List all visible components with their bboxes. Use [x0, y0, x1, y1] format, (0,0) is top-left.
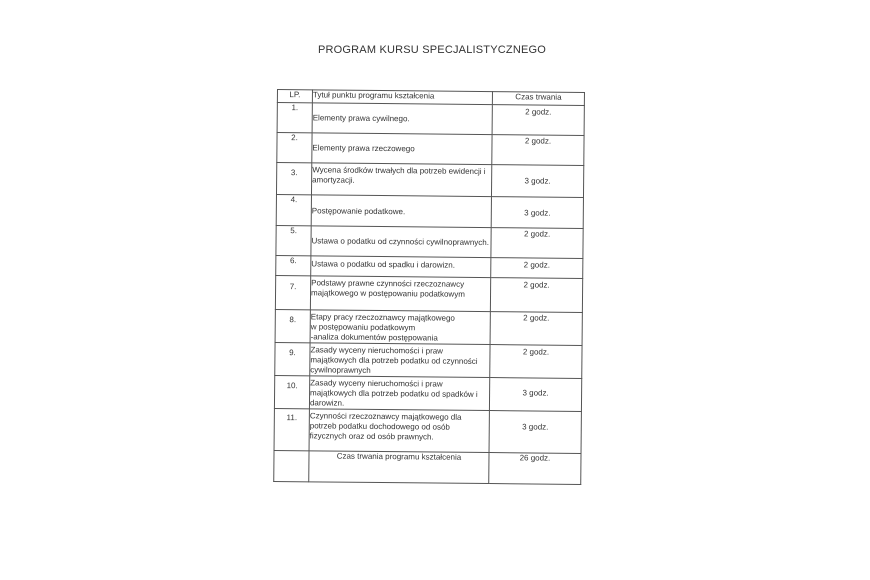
row-lp: 1. — [277, 103, 312, 133]
row-title: Podstawy prawne czynności rzeczoznawcy majątkowego w postępowaniu podatkowym — [310, 276, 490, 312]
total-label: Czas trwania programu kształcenia — [309, 451, 489, 484]
row-title: Czynności rzeczoznawcy majątkowego dla potrzeb podatku dochodowego od osób fizycznych oraz od osób prawnych. — [309, 409, 489, 453]
row-title: Zasady wyceny nieruchomości i praw majątkowych dla potrzeb podatku od spadków i darowizn. — [309, 376, 489, 411]
row-duration: 2 godz. — [490, 278, 582, 313]
table-row — [276, 225, 583, 258]
row-lp: 6. — [276, 255, 311, 275]
document-title-text: PROGRAM KURSU SPECJALISTYCZNEGO — [317, 44, 547, 56]
row-lp: 10. — [274, 375, 309, 408]
row-lp: 8. — [275, 309, 310, 342]
table-row — [276, 194, 583, 228]
row-lp: 11. — [274, 408, 309, 450]
row-title: Elementy prawa cywilnego. — [312, 103, 492, 135]
table-row — [275, 275, 582, 312]
row-duration: 2 godz. — [492, 105, 584, 136]
total-value: 26 godz. — [489, 453, 581, 485]
row-lp: 2. — [277, 133, 312, 163]
table-row — [274, 408, 581, 453]
table-row — [277, 103, 584, 136]
total-empty-cell — [274, 450, 309, 481]
table-total-row — [274, 450, 581, 484]
row-duration: 2 godz. — [491, 228, 583, 259]
table-row — [277, 133, 584, 166]
table-row — [275, 309, 582, 345]
row-title: Zasady wyceny nieruchomości i praw majątkowych dla potrzeb podatku od czynności cywilnoprawnych — [310, 343, 490, 378]
row-duration: 3 godz. — [491, 165, 583, 198]
row-duration: 2 godz. — [490, 345, 582, 379]
row-title: Ustawa o podatku od spadku i darowizn. — [311, 256, 491, 278]
row-duration: 2 godz. — [491, 258, 583, 279]
program-table — [273, 89, 585, 485]
row-lp: 3. — [276, 163, 311, 195]
row-duration: 2 godz. — [490, 312, 582, 346]
table-row — [275, 342, 582, 378]
row-duration: 2 godz. — [492, 135, 584, 166]
table-row — [274, 375, 581, 411]
header-duration: Czas trwania — [492, 92, 584, 106]
row-duration: 3 godz. — [489, 378, 581, 412]
header-lp: LP. — [277, 90, 312, 103]
row-title: Wycena środków trwałych dla potrzeb ewidencji i amortyzacji. — [311, 163, 491, 197]
row-lp: 9. — [275, 342, 310, 375]
header-title: Tytuł punktu programu kształcenia — [312, 90, 492, 105]
row-lp: 7. — [275, 275, 310, 309]
table-row — [276, 163, 583, 198]
document-title — [0, 44, 870, 56]
row-duration: 3 godz. — [489, 411, 581, 454]
row-title: Ustawa o podatku od czynności cywilnoprawnych. — [311, 226, 491, 258]
row-duration: 3 godz. — [491, 197, 583, 229]
row-title: Postępowanie podatkowe. — [311, 195, 491, 228]
row-lp: 4. — [276, 194, 311, 225]
row-lp: 5. — [276, 225, 311, 255]
row-title: Etapy pracy rzeczoznawcy majątkowego w postępowaniu podatkowym -analiza dokumentów postępowania — [310, 310, 490, 345]
row-title: Elementy prawa rzeczowego — [312, 133, 492, 165]
